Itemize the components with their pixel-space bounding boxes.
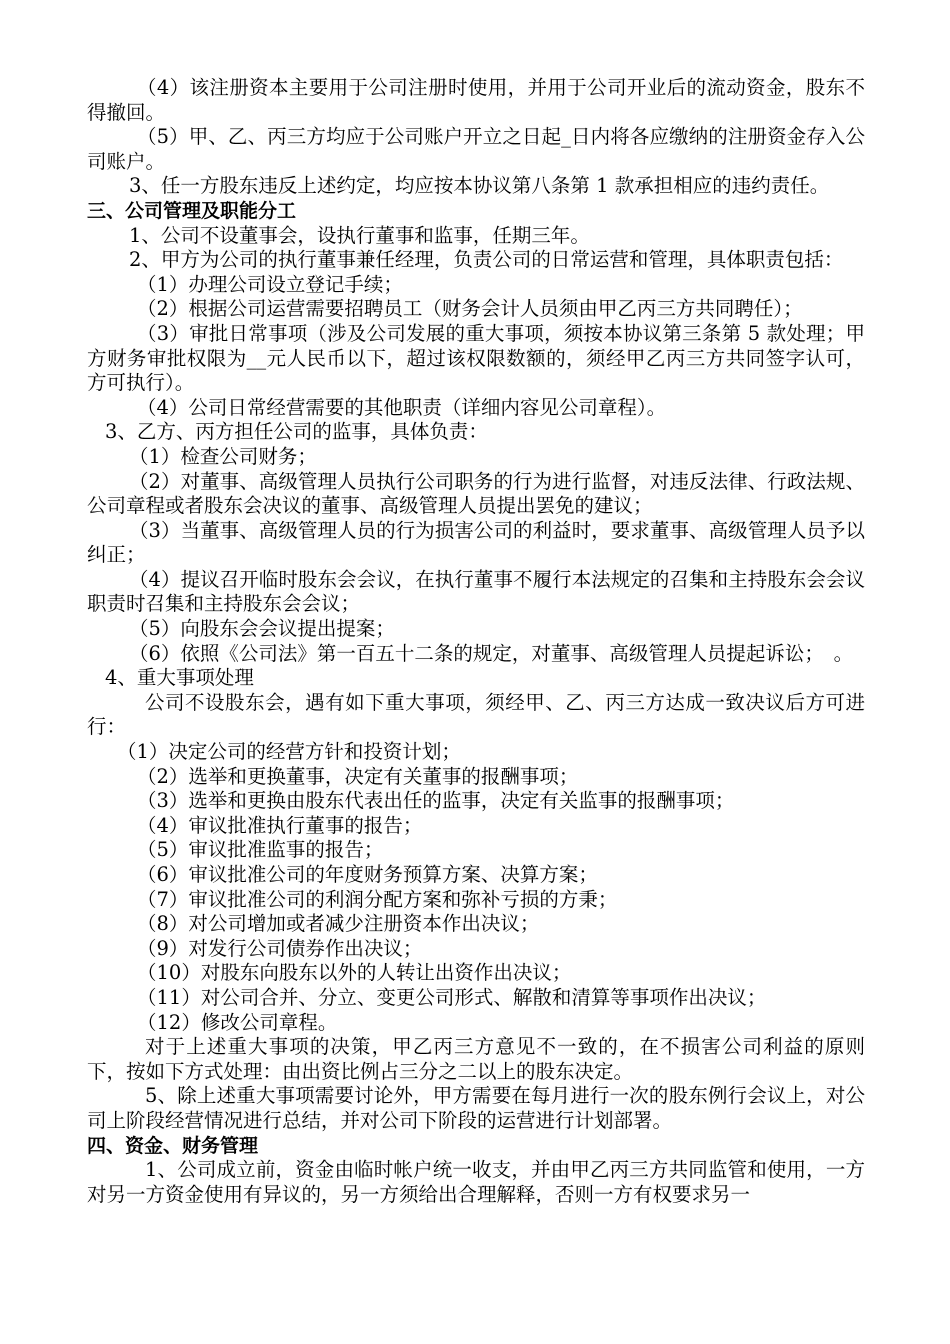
document-paragraph: （3）当董事、高级管理人员的行为损害公司的利益时，要求董事、高级管理人员予以纠正； xyxy=(87,518,865,567)
document-paragraph: （6）依照《公司法》第一百五十二条的规定，对董事、高级管理人员提起诉讼； 。 xyxy=(129,641,854,665)
document-paragraph: （4）该注册资本主要用于公司注册时使用，并用于公司开业后的流动资金，股东不得撤回。 xyxy=(87,76,865,124)
document-paragraph: （4）审议批准执行董事的报告； xyxy=(137,813,423,837)
document-paragraph: （11）对公司合并、分立、变更公司形式、解散和清算等事项作出决议； xyxy=(137,985,767,1009)
document-paragraph: （12）修改公司章程。 xyxy=(137,1010,338,1034)
section-heading: 四、资金、财务管理 xyxy=(87,1134,259,1157)
document-page xyxy=(87,76,865,1207)
document-paragraph: （2）对董事、高级管理人员执行公司职务的行为进行监督，对违反法律、行政法规、公司章程或者股东会决议的董事、高级管理人员提出罢免的建议； xyxy=(87,469,865,518)
document-paragraph: （2）根据公司运营需要招聘员工（财务会计人员须由甲乙丙三方共同聘任）； xyxy=(137,297,803,321)
document-paragraph: 1、公司不设董事会，设执行董事和监事，任期三年。 xyxy=(129,223,590,247)
document-paragraph: 2、甲方为公司的执行董事兼任经理，负责公司的日常运营和管理，具体职责包括： xyxy=(129,248,844,272)
document-paragraph: 5、除上述重大事项需要讨论外，甲方需要在每月进行一次的股东例行会议上，对公司上阶段经营情况进行总结，并对公司下阶段的运营进行计划部署。 xyxy=(87,1084,865,1132)
document-paragraph: （4）公司日常经营需要的其他职责（详细内容见公司章程）。 xyxy=(137,395,667,419)
document-paragraph: （3）选举和更换由股东代表出任的监事，决定有关监事的报酬事项； xyxy=(137,789,735,813)
document-paragraph: （4）提议召开临时股东会会议，在执行董事不履行本法规定的召集和主持股东会会议职责时召集和主持股东会会议； xyxy=(87,567,865,616)
document-paragraph: （10）对股东向股东以外的人转让出资作出决议； xyxy=(137,961,572,985)
document-paragraph: （5）向股东会会议提出提案； xyxy=(129,617,395,641)
document-paragraph: （1）决定公司的经营方针和投资计划； xyxy=(117,740,461,764)
document-paragraph: （7）审议批准公司的利润分配方案和弥补亏损的方秉； xyxy=(137,887,618,911)
document-paragraph: （6）审议批准公司的年度财务预算方案、决算方案； xyxy=(137,863,598,886)
document-paragraph: （1）检查公司财务； xyxy=(129,444,317,468)
document-paragraph: （5）审议批准监事的报告； xyxy=(137,838,384,862)
document-paragraph: 3、任一方股东违反上述约定，均应按本协议第八条第 1 款承担相应的违约责任。 xyxy=(129,174,830,198)
document-paragraph: 4、重大事项处理 xyxy=(105,666,254,690)
document-paragraph: （3）审批日常事项（涉及公司发展的重大事项，须按本协议第三条第 5 款处理；甲方财务审批权限为__元人民币以下，超过该权限数额的，须经甲乙丙三方共同签字认可，方可执行）。 xyxy=(87,321,865,395)
document-paragraph: 3、乙方、丙方担任公司的监事，具体负责： xyxy=(105,420,488,444)
document-paragraph: 公司不设股东会，遇有如下重大事项，须经甲、乙、丙三方达成一致决议后方可进行： xyxy=(87,690,865,739)
document-paragraph: （8）对公司增加或者减少注册资本作出决议； xyxy=(137,912,540,936)
document-paragraph: 对于上述重大事项的决策，甲乙丙三方意见不一致的，在不损害公司利益的原则下，按如下方式处理：由出资比例占三分之二以上的股东决定。 xyxy=(87,1035,865,1083)
document-paragraph: （2）选举和更换董事，决定有关董事的报酬事项； xyxy=(137,764,579,788)
document-paragraph: 1、公司成立前，资金由临时帐户统一收支，并由甲乙丙三方共同监管和使用，一方对另一方资金使用有异议的，另一方须给出合理解释，否则一方有权要求另一 xyxy=(87,1158,865,1206)
document-paragraph: （5）甲、乙、丙三方均应于公司账户开立之日起_日内将各应缴纳的注册资金存入公司账户。 xyxy=(87,125,865,173)
document-paragraph: （1）办理公司设立登记手续； xyxy=(137,272,403,296)
section-heading: 三、公司管理及职能分工 xyxy=(87,199,297,222)
document-paragraph: （9）对发行公司债券作出决议； xyxy=(137,936,423,960)
